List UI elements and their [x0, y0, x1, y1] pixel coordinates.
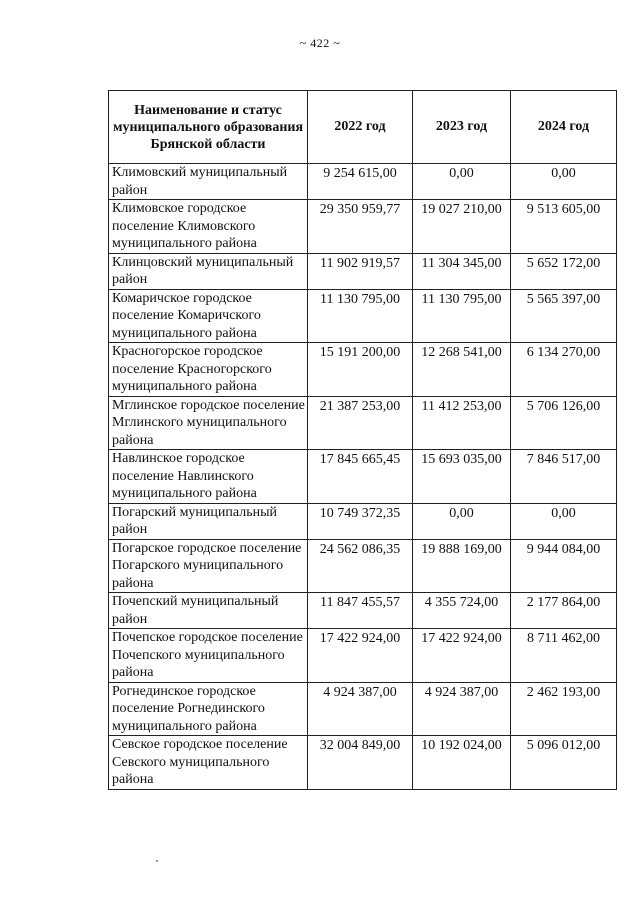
municipality-name: Погарское городское поселение Погарского муниципального района	[109, 539, 308, 593]
value-2024: 2 462 193,00	[511, 682, 617, 736]
table-body	[109, 164, 617, 790]
value-2024: 7 846 517,00	[511, 450, 617, 504]
municipality-name: Мглинское городское поселение Мглинского муниципального района	[109, 396, 308, 450]
table-row	[109, 539, 617, 593]
header-year-2022: 2022 год	[308, 91, 413, 164]
value-2022: 4 924 387,00	[308, 682, 413, 736]
value-2022: 24 562 086,35	[308, 539, 413, 593]
value-2024: 5 706 126,00	[511, 396, 617, 450]
table-row	[109, 450, 617, 504]
table-row	[109, 396, 617, 450]
table-row	[109, 343, 617, 397]
value-2024: 6 134 270,00	[511, 343, 617, 397]
scan-speck	[156, 860, 158, 862]
value-2023: 0,00	[413, 164, 511, 200]
value-2022: 15 191 200,00	[308, 343, 413, 397]
value-2024: 5 096 012,00	[511, 736, 617, 790]
value-2022: 11 847 455,57	[308, 593, 413, 629]
municipality-name: Почепский муниципальный район	[109, 593, 308, 629]
value-2023: 12 268 541,00	[413, 343, 511, 397]
value-2023: 4 355 724,00	[413, 593, 511, 629]
table-row	[109, 164, 617, 200]
header-year-2024: 2024 год	[511, 91, 617, 164]
value-2023: 15 693 035,00	[413, 450, 511, 504]
value-2024: 0,00	[511, 503, 617, 539]
value-2022: 21 387 253,00	[308, 396, 413, 450]
value-2024: 9 513 605,00	[511, 200, 617, 254]
table-row	[109, 682, 617, 736]
header-name: Наименование и статус муниципального образования Брянской области	[109, 91, 308, 164]
table-row	[109, 736, 617, 790]
value-2022: 29 350 959,77	[308, 200, 413, 254]
value-2022: 17 845 665,45	[308, 450, 413, 504]
value-2024: 0,00	[511, 164, 617, 200]
value-2024: 5 652 172,00	[511, 253, 617, 289]
value-2023: 11 130 795,00	[413, 289, 511, 343]
municipality-name: Клинцовский муниципальный район	[109, 253, 308, 289]
value-2023: 0,00	[413, 503, 511, 539]
value-2023: 11 412 253,00	[413, 396, 511, 450]
table-header	[109, 91, 617, 164]
value-2022: 11 902 919,57	[308, 253, 413, 289]
table-row	[109, 253, 617, 289]
municipality-name: Климовский муниципальный район	[109, 164, 308, 200]
municipality-name: Почепское городское поселение Почепского муниципального района	[109, 629, 308, 683]
table-row	[109, 503, 617, 539]
value-2023: 4 924 387,00	[413, 682, 511, 736]
municipality-name: Комаричское городское поселение Комаричского муниципального района	[109, 289, 308, 343]
value-2023: 19 027 210,00	[413, 200, 511, 254]
value-2022: 9 254 615,00	[308, 164, 413, 200]
value-2024: 9 944 084,00	[511, 539, 617, 593]
table-row	[109, 200, 617, 254]
header-year-2023: 2023 год	[413, 91, 511, 164]
budget-table	[108, 90, 617, 790]
value-2022: 10 749 372,35	[308, 503, 413, 539]
value-2022: 32 004 849,00	[308, 736, 413, 790]
municipality-name: Погарский муниципальный район	[109, 503, 308, 539]
value-2024: 5 565 397,00	[511, 289, 617, 343]
municipality-name: Климовское городское поселение Климовского муниципального района	[109, 200, 308, 254]
header-row	[109, 91, 617, 164]
value-2024: 8 711 462,00	[511, 629, 617, 683]
municipality-name: Севское городское поселение Севского муниципального района	[109, 736, 308, 790]
value-2023: 19 888 169,00	[413, 539, 511, 593]
municipality-name: Рогнединское городское поселение Рогнединского муниципального района	[109, 682, 308, 736]
table-row	[109, 593, 617, 629]
table-row	[109, 289, 617, 343]
value-2023: 10 192 024,00	[413, 736, 511, 790]
value-2022: 17 422 924,00	[308, 629, 413, 683]
page-number: ~ 422 ~	[299, 36, 341, 50]
value-2022: 11 130 795,00	[308, 289, 413, 343]
municipality-name: Навлинское городское поселение Навлинского муниципального района	[109, 450, 308, 504]
table-row	[109, 629, 617, 683]
value-2023: 17 422 924,00	[413, 629, 511, 683]
value-2023: 11 304 345,00	[413, 253, 511, 289]
value-2024: 2 177 864,00	[511, 593, 617, 629]
municipality-name: Красногорское городское поселение Красногорского муниципального района	[109, 343, 308, 397]
